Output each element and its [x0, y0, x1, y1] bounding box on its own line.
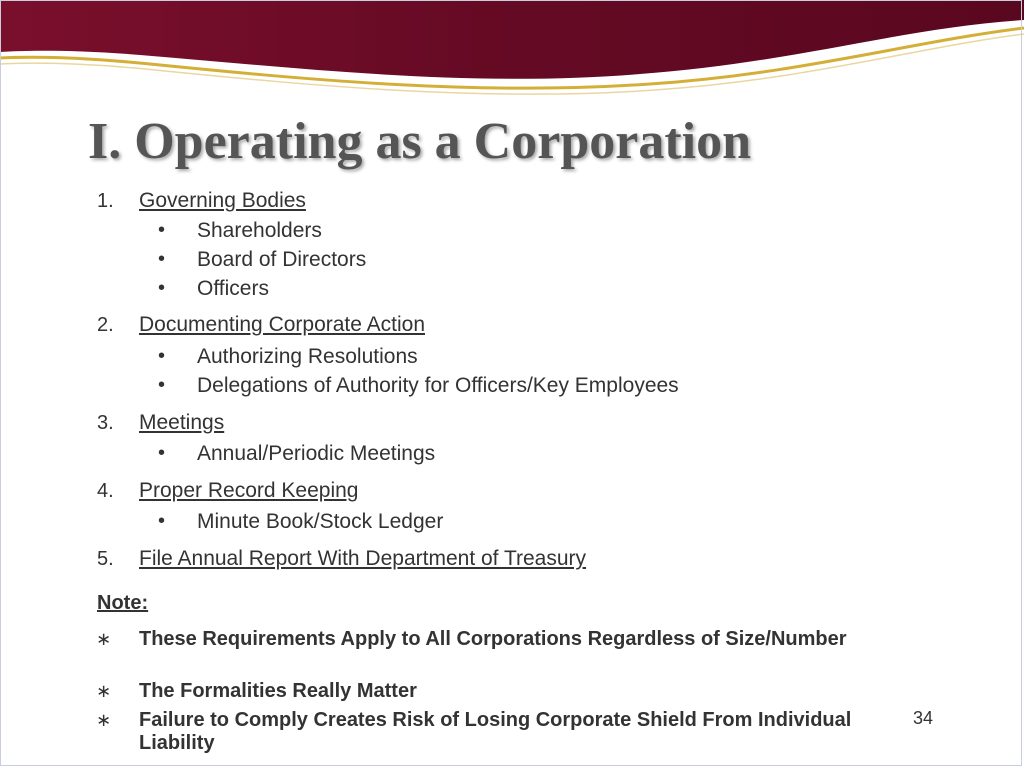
bullet-icon: •: [158, 219, 166, 241]
item-1-sub-1: Shareholders: [197, 219, 322, 242]
bullet-icon: •: [158, 248, 166, 270]
note-point-1: These Requirements Apply to All Corporations Regardless of Size/Number: [139, 628, 847, 650]
note-point-3: Failure to Comply Creates Risk of Losing Corporate Shield From Individual Liability: [139, 709, 852, 754]
item-1-heading: Governing Bodies: [139, 189, 306, 212]
item-3-heading: Meetings: [139, 411, 225, 434]
item-2-sub-1: Authorizing Resolutions: [197, 345, 418, 368]
note-point-2: The Formalities Really Matter: [139, 680, 417, 702]
asterisk-icon: ∗: [96, 629, 112, 649]
item-4-number: 4.: [97, 480, 114, 502]
item-4-sub-1: Minute Book/Stock Ledger: [197, 510, 444, 533]
item-4-heading: Proper Record Keeping: [139, 479, 359, 502]
item-1-number: 1.: [97, 190, 114, 212]
bullet-icon: •: [158, 442, 166, 464]
item-5-heading: File Annual Report With Department of Treasury: [139, 547, 587, 570]
item-2-number: 2.: [97, 314, 114, 336]
asterisk-icon: ∗: [96, 710, 112, 730]
item-1-sub-3: Officers: [197, 277, 269, 300]
bullet-icon: •: [158, 277, 166, 299]
slide-title: I. Operating as a Corporation: [88, 113, 751, 170]
item-3-sub-1: Annual/Periodic Meetings: [197, 442, 436, 465]
item-2-sub-2: Delegations of Authority for Officers/Key Employees: [197, 374, 679, 397]
item-2-heading: Documenting Corporate Action: [139, 313, 425, 336]
item-3-number: 3.: [97, 412, 114, 434]
asterisk-icon: ∗: [96, 681, 112, 701]
item-1-sub-2: Board of Directors: [197, 248, 367, 271]
bullet-icon: •: [158, 510, 166, 532]
page-number: 34: [913, 708, 934, 728]
bullet-icon: •: [158, 345, 166, 367]
note-label: Note:: [97, 592, 149, 614]
item-5-number: 5.: [97, 548, 114, 570]
bullet-icon: •: [158, 374, 166, 396]
